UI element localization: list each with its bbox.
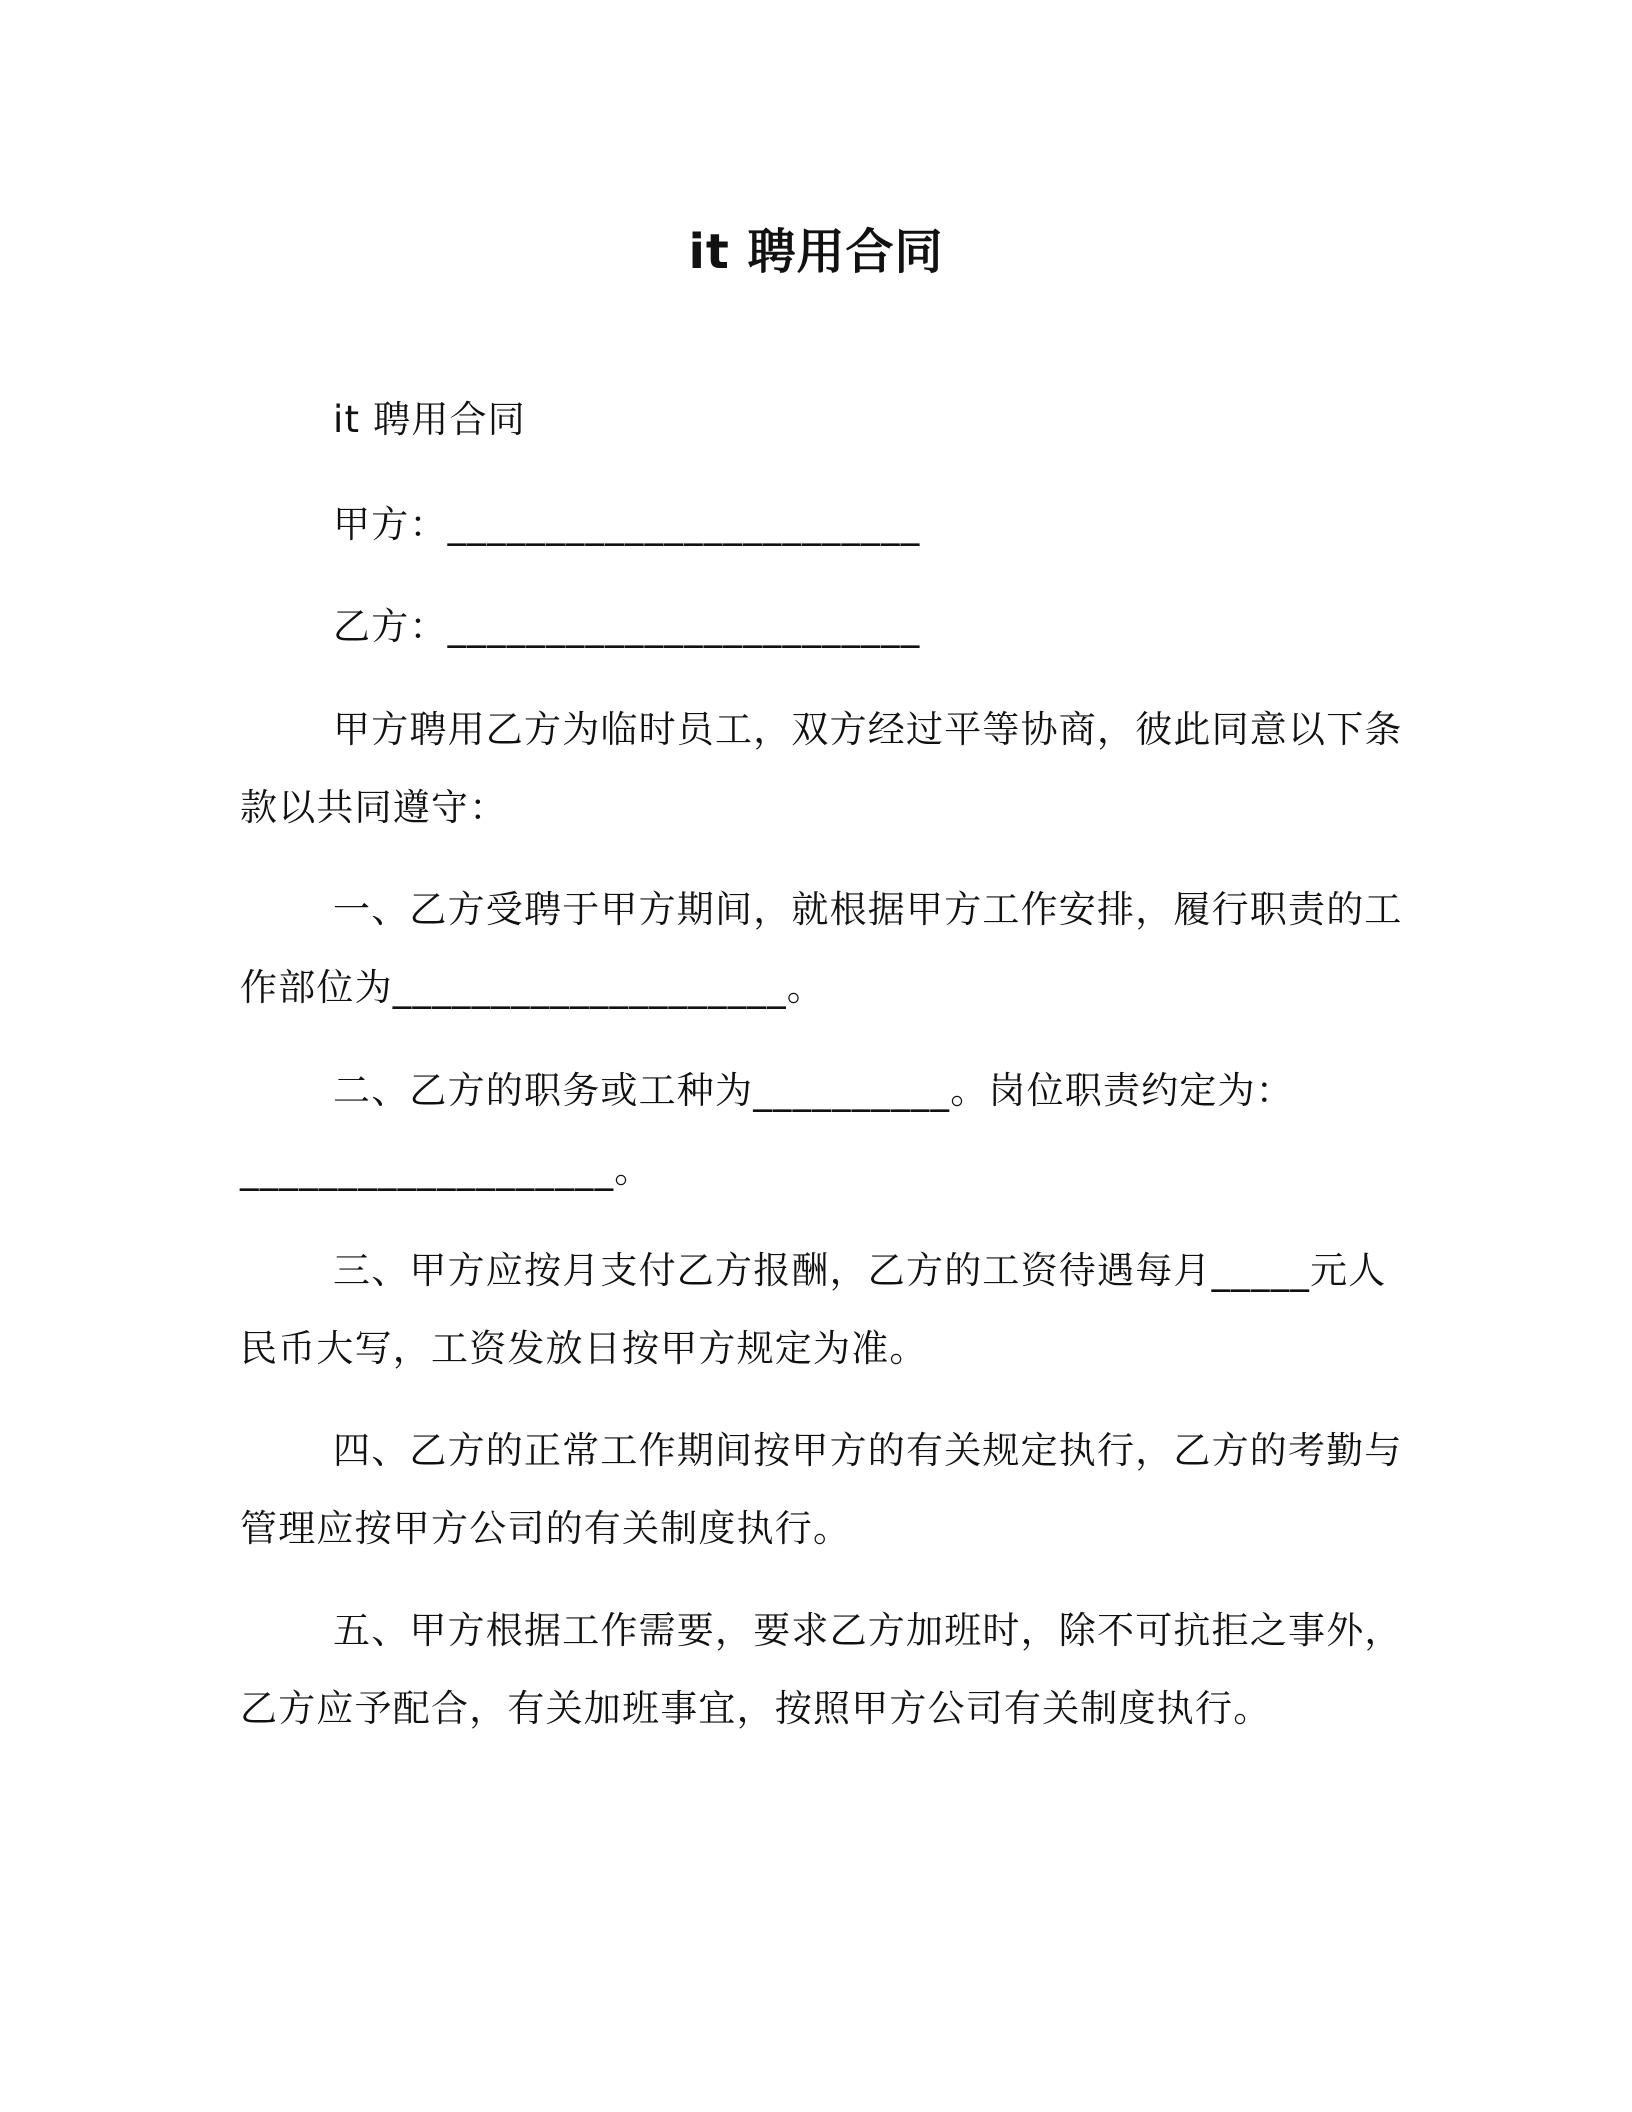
party-b-line: 乙方：________________________ <box>333 605 921 648</box>
clause-1-line-2: 作部位为____________________。 <box>240 966 825 1009</box>
document-title: it 聘用合同 <box>688 224 944 280</box>
clause-3-line-2: 民币大写，工资发放日按甲方规定为准。 <box>240 1327 928 1370</box>
intro-line-2: 款以共同遵守： <box>240 786 508 829</box>
clause-4-line-1: 四、乙方的正常工作期间按甲方的有关规定执行，乙方的考勤与 <box>333 1429 1403 1472</box>
document-subtitle: it 聘用合同 <box>333 398 526 441</box>
clause-2-line-2: ___________________。 <box>240 1148 653 1191</box>
intro-line-1: 甲方聘用乙方为临时员工，双方经过平等协商，彼此同意以下条 <box>333 708 1403 751</box>
clause-3-line-1: 三、甲方应按月支付乙方报酬，乙方的工资待遇每月_____元人 <box>333 1249 1387 1292</box>
clause-4-line-2: 管理应按甲方公司的有关制度执行。 <box>240 1507 852 1550</box>
clause-2-line-1: 二、乙方的职务或工种为__________。岗位职责约定为： <box>333 1069 1294 1112</box>
clause-5-line-2: 乙方应予配合，有关加班事宜，按照甲方公司有关制度执行。 <box>240 1687 1272 1730</box>
party-a-line: 甲方：________________________ <box>333 503 921 546</box>
clause-1-line-1: 一、乙方受聘于甲方期间，就根据甲方工作安排，履行职责的工 <box>333 888 1403 931</box>
clause-5-line-1: 五、甲方根据工作需要，要求乙方加班时，除不可抗拒之事外， <box>333 1609 1403 1652</box>
